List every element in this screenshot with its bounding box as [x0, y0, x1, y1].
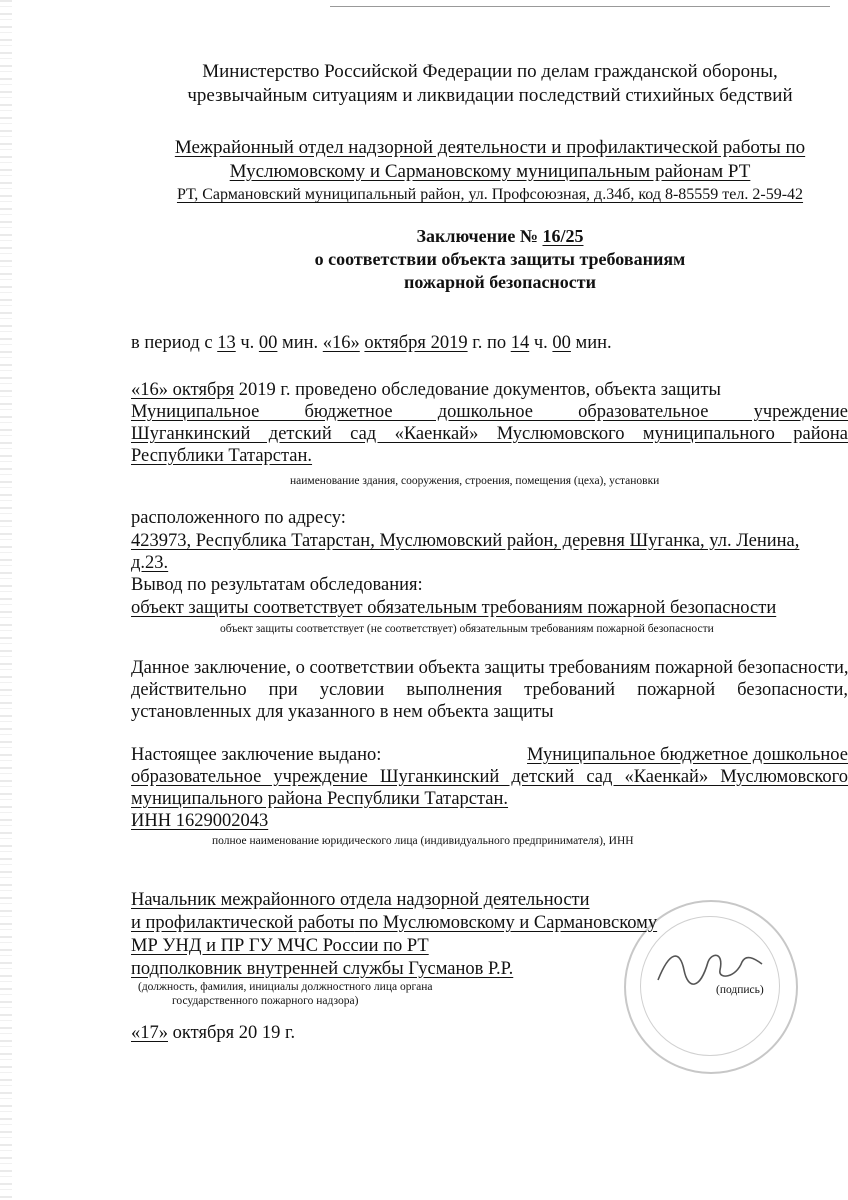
title-line-3: пожарной безопасности: [403, 272, 597, 292]
validity-line-2: действительно при условии выполнения требований пожарной безопасности,: [131, 680, 848, 700]
title-number: 16/25: [542, 226, 584, 246]
object-name-line-3: Республики Татарстан.: [131, 446, 313, 466]
signatory-line-2: и профилактической работы по Муслюмовскому и Сармановскому: [131, 913, 658, 933]
issued-name-3: муниципального района Республики Татарстан.: [131, 789, 509, 809]
top-rule: [330, 6, 830, 7]
validity-line-1: Данное заключение, о соответствии объекта защиты требованиям пожарной безопасности,: [131, 658, 848, 678]
issued-name-1: Муниципальное бюджетное дошкольное: [527, 745, 848, 765]
signatory-line-4: подполковник внутренней службы Гусманов Р.Р.: [131, 959, 514, 979]
department-address: РТ, Сармановский муниципальный район, ул. Профсоюзная, д.34б, код 8-85559 тел. 2-59-42: [176, 186, 804, 203]
issued-label: Настоящее заключение выдано:: [131, 745, 382, 765]
document-title: [200, 225, 800, 247]
issued-caption: полное наименование юридического лица (индивидуального предпринимателя), ИНН: [212, 835, 634, 847]
signature-caption: (подпись): [716, 984, 764, 996]
issue-date: «17» октября 20 19 г.: [131, 1023, 296, 1043]
title-prefix: Заключение №: [416, 226, 543, 246]
inspection-period: в период с 13 ч. 00 мин. «16» октября 2019 г. по 14 ч. 00 мин.: [131, 333, 612, 353]
object-address-line-2: д.23.: [131, 553, 169, 573]
department-line-2: Муслюмовскому и Сармановскому муниципальным районам РТ: [229, 161, 751, 182]
signatory-caption-1: (должность, фамилия, инициалы должностного лица органа: [138, 981, 433, 993]
object-address-line-1: 423973, Республика Татарстан, Муслюмовский район, деревня Шуганка, ул. Ленина,: [131, 531, 800, 551]
conclusion-label: Вывод по результатам обследования:: [131, 575, 423, 595]
ministry-line-2: чрезвычайным ситуациям и ликвидации последствий стихийных бедствий: [187, 85, 793, 106]
issued-to-line-1: [131, 745, 848, 766]
title-line-2: о соответствии объекта защиты требованиям: [314, 249, 686, 269]
inspection-date-line: «16» октября 2019 г. проведено обследование документов, объекта защиты: [131, 380, 721, 400]
inspection-date: «16» октября: [131, 380, 235, 400]
signatory-caption-2: государственного пожарного надзора): [172, 995, 359, 1007]
department-line-1: Межрайонный отдел надзорной деятельности и профилактической работы по: [174, 137, 806, 158]
location-label: расположенного по адресу:: [131, 508, 346, 528]
issued-inn: ИНН 1629002043: [131, 811, 269, 831]
validity-line-3: установленных для указанного в нем объекта защиты: [131, 702, 554, 722]
issued-name-2: образовательное учреждение Шуганкинский детский сад «Каенкай» Муслюмовского: [131, 767, 848, 787]
object-name-line-1: Муниципальное бюджетное дошкольное образовательное учреждение: [131, 402, 848, 422]
ministry-line-1: Министерство Российской Федерации по делам гражданской обороны,: [202, 61, 778, 82]
scan-edge-artifact: [0, 0, 12, 1200]
signatory-line-3: МР УНД и ПР ГУ МЧС России по РТ: [131, 936, 429, 956]
object-name-line-2: Шуганкинский детский сад «Каенкай» Муслюмовского муниципального района: [131, 424, 848, 444]
conclusion-caption: объект защиты соответствует (не соответствует) обязательным требованиям пожарной безопасности: [220, 623, 714, 635]
conclusion-value: объект защиты соответствует обязательным требованиям пожарной безопасности: [131, 598, 777, 618]
signatory-line-1: Начальник межрайонного отдела надзорной деятельности: [131, 890, 590, 910]
object-caption: наименование здания, сооружения, строения, помещения (цеха), установки: [290, 475, 660, 487]
